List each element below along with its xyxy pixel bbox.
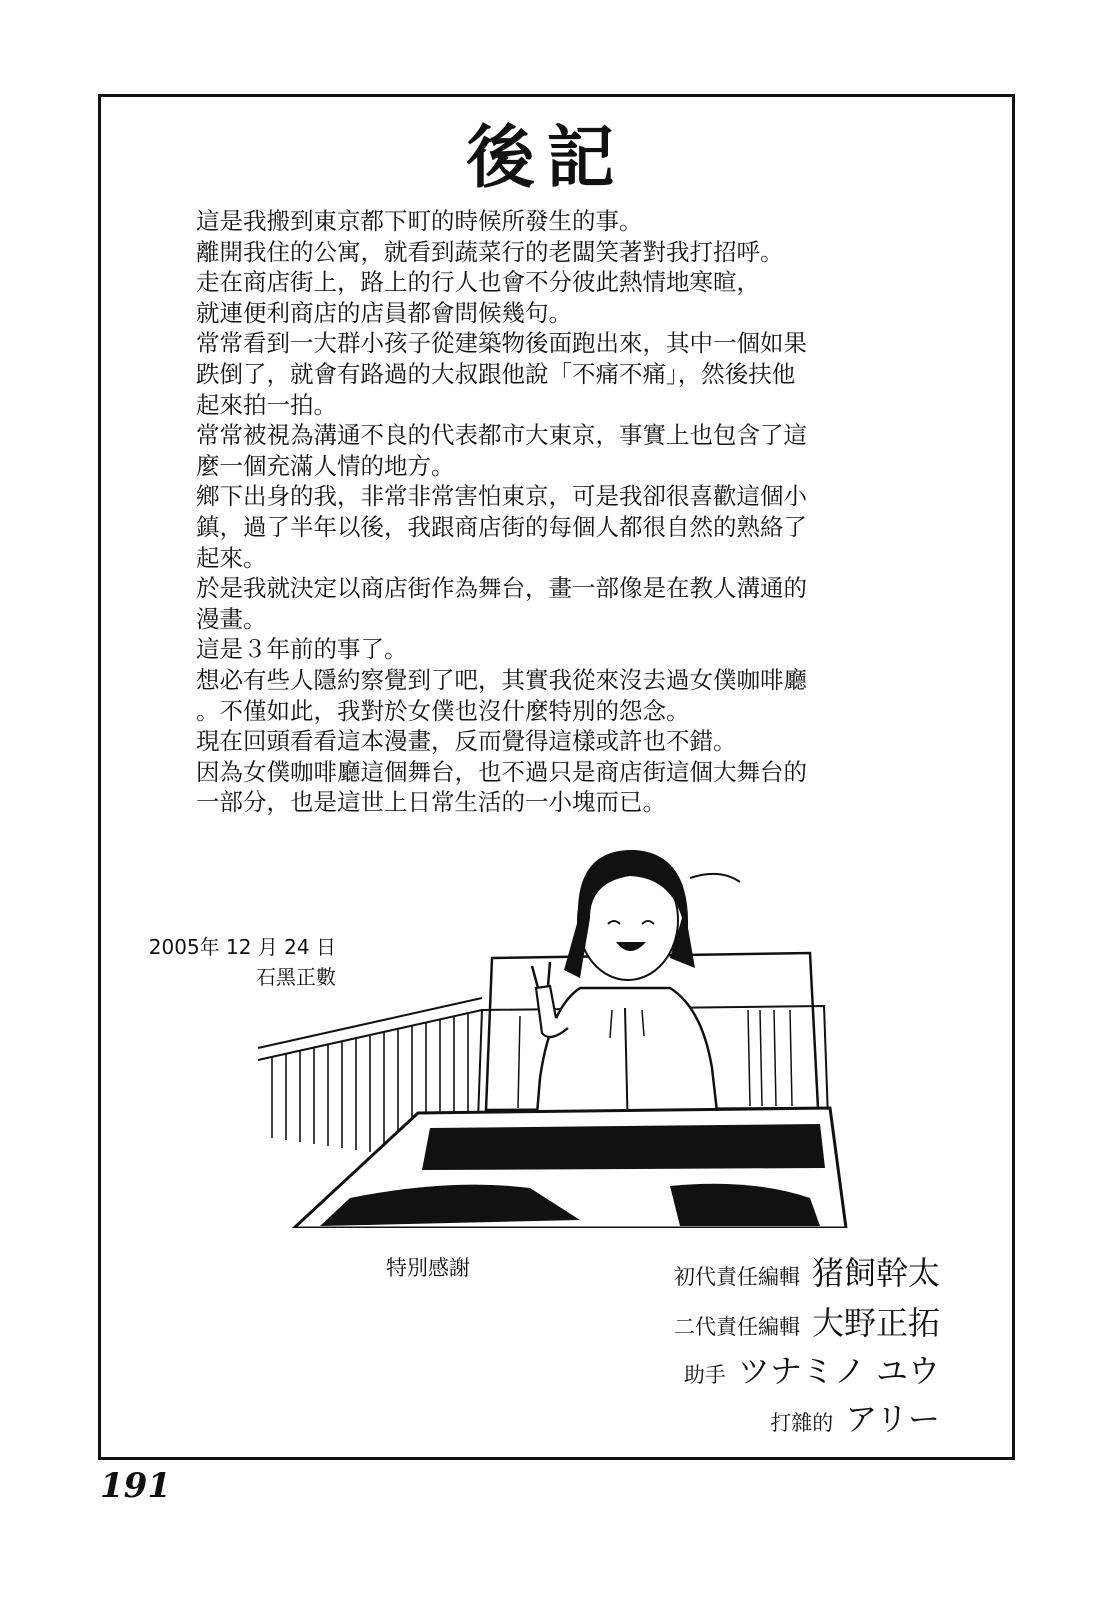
body-line: 漫畫。 (196, 604, 267, 633)
body-line: 鎮，過了半年以後，我跟商店街的每個人都很自然的熟絡了 (196, 512, 807, 541)
body-line: 就連便利商店的店員都會問候幾句。 (196, 298, 572, 327)
body-line: 常常被視為溝通不良的代表都市大東京，事實上也包含了這 (196, 421, 807, 450)
page-number: 191 (100, 1466, 171, 1506)
body-line: 想必有些人隱約察覺到了吧，其實我從來沒去過女僕咖啡廳 (196, 665, 807, 694)
credit-row (560, 1298, 940, 1344)
body-line: 因為女僕咖啡廳這個舞台，也不過只是商店街這個大舞台的 (196, 757, 807, 786)
credit-name: アリー (845, 1400, 940, 1438)
body-line: 常常看到一大群小孩子從建築物後面跑出來，其中一個如果 (196, 329, 807, 358)
special-thanks-label: 特別感謝 (386, 1256, 470, 1280)
credit-row (560, 1394, 940, 1440)
body-line: 起來拍一拍。 (196, 390, 337, 419)
body-line: 起來。 (196, 543, 267, 572)
body-line: 離開我住的公寓，就看到蔬菜行的老闆笑著對我打招呼。 (196, 237, 784, 266)
credit-row (560, 1346, 940, 1392)
signature-author: 石黑正數 (256, 965, 336, 989)
body-line: 於是我就決定以商店街作為舞台，畫一部像是在教人溝通的 (196, 574, 807, 603)
body-line: 現在回頭看看這本漫畫，反而覺得這樣或許也不錯。 (196, 727, 737, 756)
credit-name: ツナミノ ユウ (737, 1352, 940, 1390)
credit-role: 二代責任編輯 (673, 1315, 800, 1339)
credit-role: 初代責任編輯 (673, 1265, 800, 1289)
credit-role: 打雜的 (770, 1411, 834, 1435)
page-title: 後記 (466, 118, 627, 198)
body-line: 一部分，也是這世上日常生活的一小塊而已。 (196, 788, 666, 817)
girl-at-kotatsu-illustration (250, 838, 850, 1228)
body-line: 麼一個充滿人情的地方。 (196, 451, 455, 480)
body-line: 走在商店街上，路上的行人也會不分彼此熱情地寒暄， (196, 268, 760, 297)
body-line: 鄉下出身的我，非常非常害怕東京，可是我卻很喜歡這個小 (196, 482, 807, 511)
body-line: 這是３年前的事了。 (196, 635, 408, 664)
signature-date: 2005年 12 月 24 日 (148, 935, 336, 959)
credit-row (560, 1248, 940, 1294)
body-line: 跌倒了，就會有路過的大叔跟他說「不痛不痛」，然後扶他 (196, 359, 796, 388)
body-line: 。不僅如此，我對於女僕也沒什麼特別的怨念。 (196, 696, 690, 725)
credit-name: 猪飼幹太 (811, 1254, 940, 1292)
credit-role: 助手 (683, 1363, 726, 1387)
body-line: 這是我搬到東京都下町的時候所發生的事。 (196, 207, 643, 235)
credit-name: 大野正拓 (811, 1304, 940, 1342)
afterword-body (196, 206, 916, 818)
